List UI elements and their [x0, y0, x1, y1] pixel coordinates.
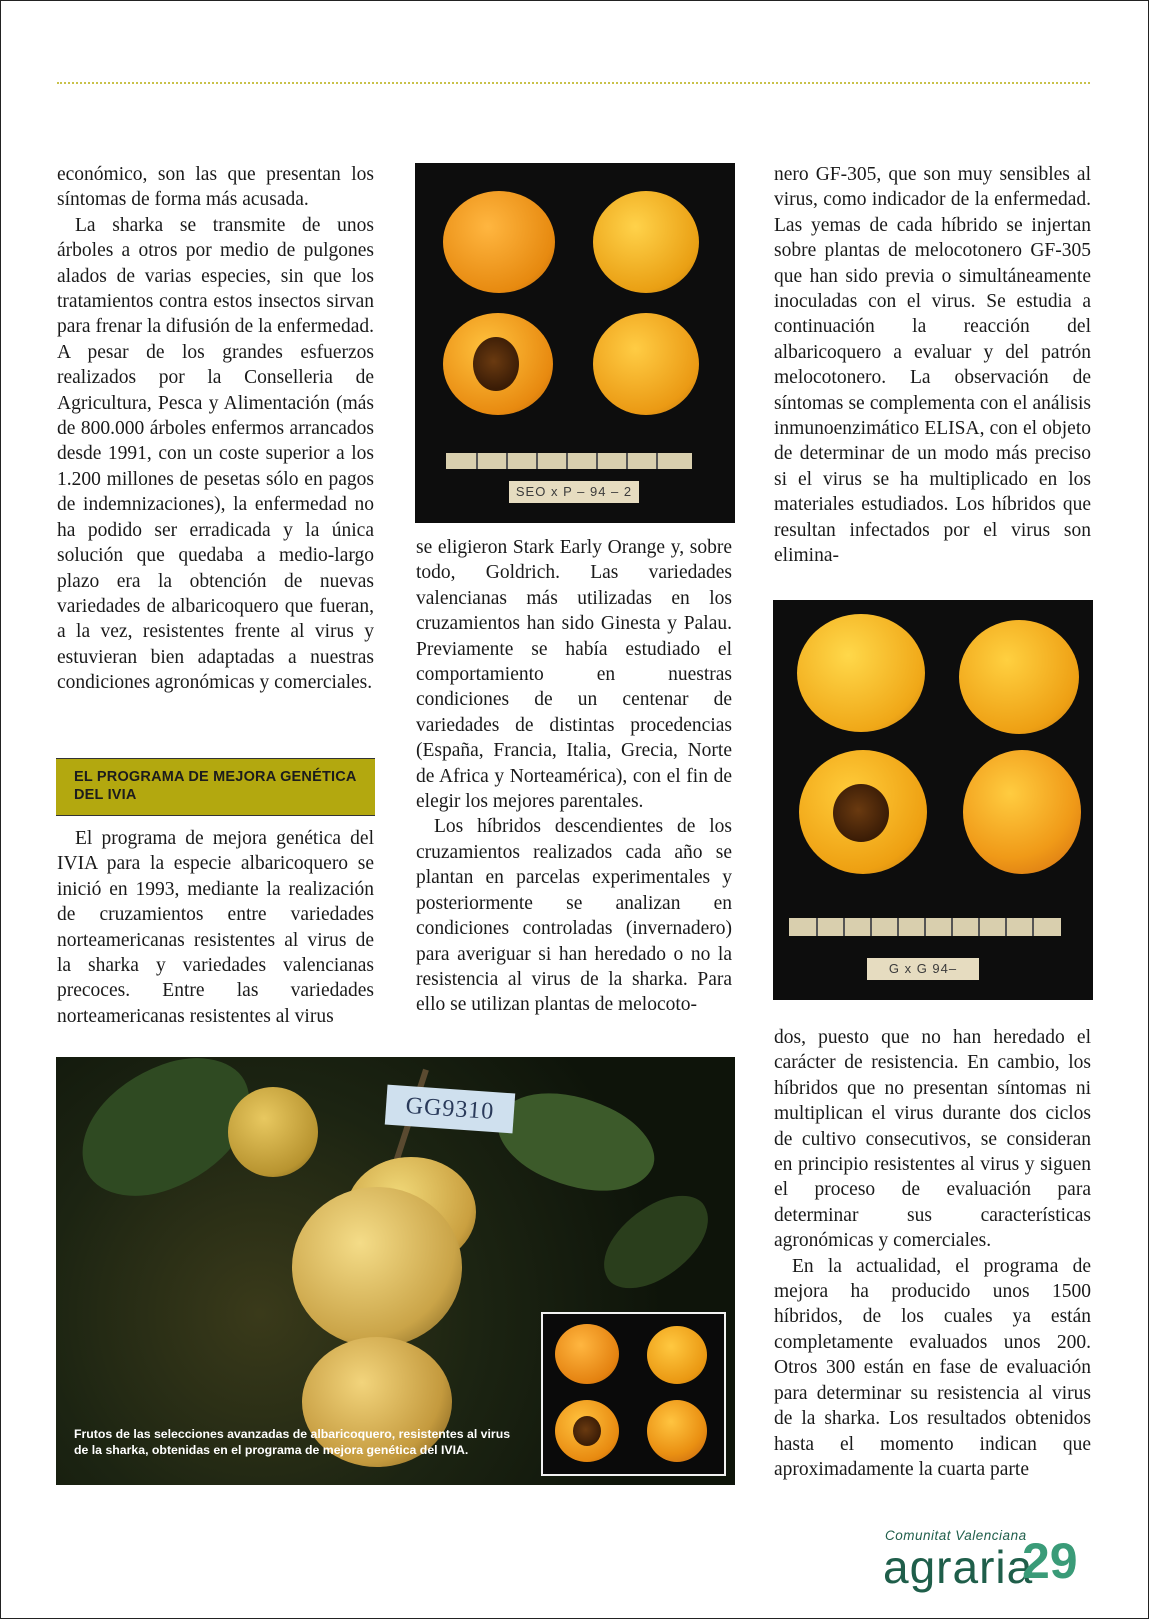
page-number: 29 — [1022, 1533, 1078, 1589]
measuring-ruler — [446, 453, 692, 469]
apricot-image — [647, 1326, 707, 1384]
column-2 — [416, 535, 732, 1018]
column-3-top — [774, 162, 1091, 569]
photo-apricot-halves-right — [773, 600, 1093, 1000]
apricot-image — [593, 191, 699, 293]
section-heading-text: EL PROGRAMA DE MEJORA GENÉTICA DEL IVIA — [74, 769, 357, 803]
logo-subtitle: Comunitat Valenciana — [885, 1528, 1027, 1543]
apricot-half-image — [443, 313, 553, 415]
tree-tag: GG9310 — [385, 1085, 515, 1134]
measuring-ruler — [789, 918, 1061, 936]
paragraph: Los híbridos descendientes de los cruzamientos realizados cada año se plantan en parcelas experimentales y posteriormente se analizan en condiciones controladas (invernadero) para averiguar si han heredado o no la resistencia al virus de la sharka. Para ello se utilizan plantas de melocoto- — [416, 816, 732, 1016]
column-1-top — [57, 162, 374, 696]
leaf-image — [587, 1182, 726, 1303]
apricot-stone — [833, 784, 889, 842]
apricot-image — [963, 750, 1081, 874]
apricot-image — [443, 191, 555, 293]
column-3-bottom — [774, 1025, 1091, 1482]
apricot-image — [593, 313, 699, 415]
photo-caption: Frutos de las selecciones avanzadas de albaricoquero, resistentes al virus de la sharka, obtenidas en el programa de mejora genética del IVIA. — [74, 1427, 511, 1457]
paragraph: se eligieron Stark Early Orange y, sobre todo, Goldrich. Las variedades valencianas más utilizadas en los cruzamientos han sido Ginesta y Palau. Previamente se había estudiado el comportamiento en nuestras condiciones de un centenar de variedades de distintas procedencias (España, Francia, Italia, Grecia, Norte de Africa y Norteamérica), con el fin de elegir los mejores parentales. — [416, 537, 732, 813]
paragraph: económico, son las que presentan los síntomas de forma más acusada. — [57, 164, 374, 211]
apricot-half-image — [799, 750, 927, 874]
photo-apricot-halves-top — [415, 163, 735, 523]
apricot-stone — [473, 337, 519, 391]
header-dotted-rule — [57, 82, 1090, 84]
section-heading — [56, 758, 375, 816]
paragraph: En la actualidad, el programa de mejora ha producido unos 1500 híbridos, de los cuales ya están completamente evaluados unos 200. Otros 300 están en fase de evaluación para determinar su resistencia al virus de la sharka. Los resultados obtenidos hasta el momento indican que aproximadamente la cuarta parte — [774, 1255, 1091, 1480]
sample-label: G x G 94– — [867, 958, 979, 980]
sample-label: SEO x P – 94 – 2 — [509, 481, 639, 503]
paragraph: dos, puesto que no han heredado el carácter de resistencia. En cambio, los híbridos que no presentan síntomas ni multiplican el virus durante dos ciclos de cultivo consecutivos, se consideran en principio resistentes al virus y siguen el proceso de evaluación para determinar sus características agronómicas y comerciales. — [774, 1027, 1091, 1252]
paragraph: El programa de mejora genética del IVIA para la especie albaricoquero se inició en 1993, mediante la realización de cruzamientos entre variedades norteamericanas resistentes al virus de la sharka y variedades valencianas precoces. Entre las variedades norteamericanas resistentes al virus — [57, 828, 374, 1027]
apricot-image — [959, 620, 1079, 734]
apricot-image — [292, 1187, 462, 1347]
apricot-image — [228, 1087, 318, 1177]
leaf-image — [484, 1067, 667, 1216]
apricot-half-image — [555, 1400, 619, 1462]
paragraph: nero GF-305, que son muy sensibles al virus, como indicador de la enfermedad. Las yemas de cada híbrido se injertan sobre plantas de melocotonero GF-305 que han sido previa o simultáneamente inoculadas con el virus. Se estudia a continuación la reacción del albaricoquero a evaluar y del patrón melocotonero. La observación de síntomas se complementa con el análisis inmunoenzimático ELISA, con el objeto de determinar de un modo más preciso si el virus se ha multiplicado en los materiales estudiados. Los híbridos que resultan infectados por el virus son elimina- — [774, 164, 1091, 567]
apricot-stone — [573, 1416, 601, 1446]
column-1-bottom — [57, 826, 374, 1029]
apricot-image — [647, 1400, 707, 1462]
apricot-image — [797, 614, 925, 732]
agraria-logo: agraria — [883, 1541, 1034, 1593]
apricot-image — [555, 1324, 619, 1384]
paragraph: La sharka se transmite de unos árboles a otros por medio de pulgones alados de varias especies, sin que los tratamientos contra estos insectos sirvan para frenar la difusión de la enfermedad. A pesar de los grandes esfuerzos realizados por la Conselleria de Agricultura, Pesca y Alimentación (más de 800.000 árboles enfermos arrancados desde 1991, con un coste superior a los 1.200 millones de pesetas sólo en pagos de indemnizaciones), la enfermedad no ha podido ser erradicada y la única solución que quedaba a medio-largo plazo era la obtención de nuevas variedades de albaricoquero que fueran, a la vez, resistentes frente al virus y estuvieran bien adaptadas a nuestras condiciones agronómicas y comerciales. — [57, 214, 374, 694]
photo-inset-apricots — [541, 1312, 726, 1476]
